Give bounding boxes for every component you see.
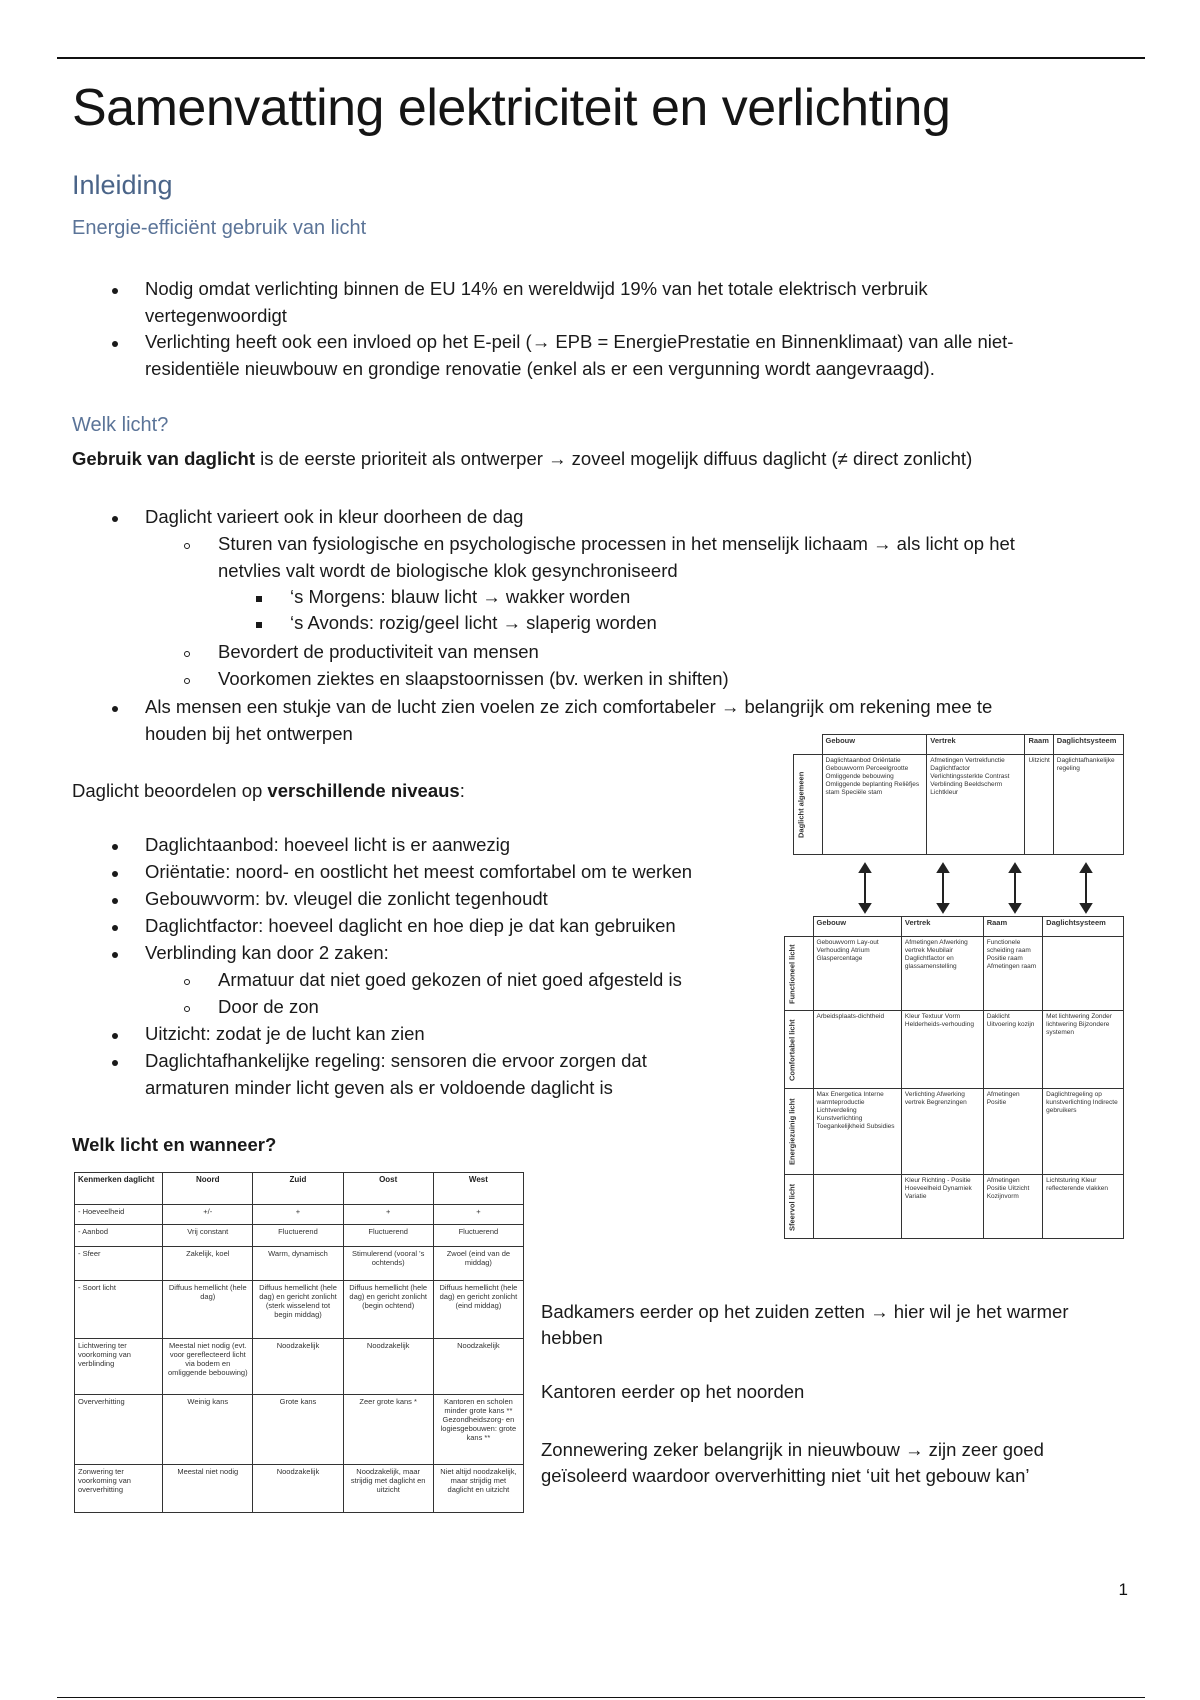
niveaus-intro [72,778,465,804]
side-paragraph-zonnewering-cont: geïsoleerd waardoor oververhitting niet ‘uit het gebouw kan’ [541,1465,1030,1486]
diagram-header: Gebouw [813,917,901,937]
table-cell: Diffuus hemellicht (hele dag) [163,1281,253,1339]
diagram-header: Gebouw [822,735,927,755]
table-cell: - Soort licht [75,1281,163,1339]
bullet-dot [112,952,118,958]
table-cell: Noodzakelijk, maar strijdig met daglicht en uitzicht [343,1465,433,1513]
niveau-item: Daglichtaanbod: hoeveel licht is er aanwezig [145,834,511,855]
diagram-row [785,1175,1124,1239]
niveau-item: Oriëntatie: noord- en oostlicht het meest comfortabel om te werken [145,861,693,882]
table-row [75,1225,524,1247]
table-cell: +/- [163,1205,253,1225]
niveau-item: Gebouwvorm: bv. vleugel die zonlicht tegenhoudt [145,888,548,909]
table-cell: Noodzakelijk [253,1465,343,1513]
table-cell: Niet altijd noodzakelijk, maar strijdig met daglicht en uitzicht [433,1465,523,1513]
daglicht-rest: is de eerste prioriteit als ontwerper → zoveel mogelijk diffuus daglicht (≠ direct zonlicht) [255,448,973,469]
diagram-cell: Lichtsturing Kleur reflecterende vlakken [1043,1175,1124,1239]
table-cell: Lichtwering ter voorkoming van verblinding [75,1339,163,1395]
heading-welk-licht-wanneer: Welk licht en wanneer? [72,1134,277,1155]
niveau-item: Daglichtfactor: hoeveel daglicht en hoe diep je dat kan gebruiken [145,915,676,936]
page-number: 1 [1118,1580,1128,1599]
diagram-row-label: Sfeervol licht [785,1175,814,1239]
list-subitem-ziektes: Voorkomen ziektes en slaapstoornissen (bv. werken in shiften) [218,668,729,689]
table-cell: Warm, dynamisch [253,1247,343,1281]
page-title: Samenvatting elektriciteit en verlichting [72,79,951,137]
bullet-dot [112,844,118,850]
niveau-item: Verblinding kan door 2 zaken: [145,942,389,963]
diagram-cell: Arbeidsplaats-dichtheid [813,1011,901,1089]
diagram-header: Vertrek [901,917,983,937]
circle-bullet [184,678,190,684]
table-row [75,1395,524,1465]
square-bullet [256,622,262,628]
niveau-item: Uitzicht: zodat je de lucht kan zien [145,1023,425,1044]
side-paragraph-zonnewering: Zonnewering zeker belangrijk in nieuwbouw → zijn zeer goed [541,1439,1044,1460]
heading-energie: Energie-efficiënt gebruik van licht [72,217,367,239]
intro-bullet-2-cont: residentiële nieuwbouw en grondige renovatie (enkel als er een vergunning wordt aangevraagd). [145,358,935,379]
bullet-dot [112,1033,118,1039]
diagram-cell: Afmetingen Positie Uitzicht Kozijnvorm [983,1175,1042,1239]
list-item-lucht-cont: houden bij het ontwerpen [145,723,353,744]
diagram-cell [1043,937,1124,1011]
diagram-row [785,1011,1124,1089]
diagram-cell: Gebouwvorm Lay-out Verhouding Atrium Glaspercentage [813,937,901,1011]
niveau-subitem: Door de zon [218,996,319,1017]
table-row [75,1465,524,1513]
table-row [75,1339,524,1395]
table-cell: Diffuus hemellicht (hele dag) en gericht zonlicht (begin ochtend) [343,1281,433,1339]
table-row [75,1281,524,1339]
diagram-header: Raam [1025,735,1053,755]
circle-bullet [184,651,190,657]
diagram-header: Vertrek [927,735,1025,755]
table-cell: Weinig kans [163,1395,253,1465]
diagram-header: Daglichtsysteem [1043,917,1124,937]
list-subitem-productiviteit: Bevordert de productiviteit van mensen [218,641,539,662]
bullet-dot [112,516,118,522]
daglicht-diagram-top [793,734,1124,855]
diagram-cell: Daglichtafhankelijke regeling [1053,755,1123,855]
bullet-dot [112,871,118,877]
intro-bullet-2: Verlichting heeft ook een invloed op het E-peil (→ EPB = EnergiePrestatie en Binnenklimaat) van alle niet- [145,331,1014,352]
top-rule [57,57,1145,59]
table-cell: Vrij constant [163,1225,253,1247]
table-cell: - Sfeer [75,1247,163,1281]
table-cell: Noodzakelijk [253,1339,343,1395]
bullet-dot [112,898,118,904]
table-cell: + [433,1205,523,1225]
table-cell: Diffuus hemellicht (hele dag) en gericht zonlicht (eind middag) [433,1281,523,1339]
heading-welk-licht: Welk licht? [72,414,169,436]
bullet-dot [112,925,118,931]
table-cell: Kantoren en scholen minder grote kans ** Gezondheidszorg- en logiesgebouwen: grote kans ** [433,1395,523,1465]
table-header: Noord [163,1173,253,1205]
table-cell: Noodzakelijk [433,1339,523,1395]
diagram-cell: Max Energetica Interne warmteproductie Lichtverdeling Kunstverlichting Toegankelijkheid Subsidies [813,1089,901,1175]
circle-bullet [184,1006,190,1012]
table-cell: Diffuus hemellicht (hele dag) en gericht zonlicht (sterk wisselend tot begin middag) [253,1281,343,1339]
diagram-row-label: Functioneel licht [785,937,814,1011]
daglicht-sentence [72,446,972,472]
table-cell: Stimulerend (vooral 's ochtends) [343,1247,433,1281]
square-bullet [256,596,262,602]
list-item-kleur: Daglicht varieert ook in kleur doorheen de dag [145,506,524,527]
daglicht-bold: Gebruik van daglicht [72,448,255,469]
table-header: Oost [343,1173,433,1205]
diagram-cell: Afmetingen Afwerking vertrek Meubilair Daglichtfactor en glassamenstelling [901,937,983,1011]
table-cell: Meestal niet nodig (evt. voor gereflecteerd licht via bodem en omliggende bebouwing) [163,1339,253,1395]
niveau-item-cont: armaturen minder licht geven als er voldoende daglicht is [145,1077,613,1098]
table-cell: - Aanbod [75,1225,163,1247]
diagram-cell: Daglichtaanbod Oriëntatie Gebouwvorm Perceelgrootte Omliggende bebouwing Omliggende beplanting Reliëfjes stam Speciële stam [822,755,927,855]
niveaus-post: : [459,780,465,801]
diagram-cell: Daglichtregeling op kunstverlichting Indirecte gebruikers [1043,1089,1124,1175]
table-cell: Fluctuerend [433,1225,523,1247]
diagram-cell: Uitzicht [1025,755,1053,855]
table-cell: Zeer grote kans * [343,1395,433,1465]
table-cell: + [253,1205,343,1225]
table-row [75,1247,524,1281]
list-subsub-morgens: ‘s Morgens: blauw licht → wakker worden [290,586,631,607]
diagram-cell: Kleur Textuur Vorm Helderheids-verhouding [901,1011,983,1089]
diagram-cell: Daklicht Uitvoering kozijn [983,1011,1042,1089]
niveau-subitem: Armatuur dat niet goed gekozen of niet goed afgesteld is [218,969,682,990]
heading-inleiding: Inleiding [72,170,173,200]
niveaus-pre: Daglicht beoordelen op [72,780,268,801]
niveau-item: Daglichtafhankelijke regeling: sensoren die ervoor zorgen dat [145,1050,647,1071]
list-subitem-fysiologisch-cont: netvlies valt wordt de biologische klok gesynchroniseerd [218,560,678,581]
diagram-cell: Verlichting Afwerking vertrek Begrenzingen [901,1089,983,1175]
daglicht-diagram-bottom [784,916,1124,1239]
intro-bullet-1-cont: vertegenwoordigt [145,305,287,326]
table-cell: Fluctuerend [343,1225,433,1247]
intro-bullet-1: Nodig omdat verlichting binnen de EU 14% en wereldwijd 19% van het totale elektrisch verbruik [145,278,928,299]
side-paragraph-badkamers-cont: hebben [541,1327,603,1348]
table-header: Zuid [253,1173,343,1205]
table-cell: + [343,1205,433,1225]
bullet-dot [112,1060,118,1066]
table-cell: Oververhitting [75,1395,163,1465]
table-cell: Grote kans [253,1395,343,1465]
table-cell: Zakelijk, koel [163,1247,253,1281]
bullet-dot [112,288,118,294]
diagram-header: Daglichtsysteem [1053,735,1123,755]
diagram-cell: Met lichtwering Zonder lichtwering Bijzondere systemen [1043,1011,1124,1089]
bullet-dot [112,706,118,712]
table-header: West [433,1173,523,1205]
table-cell: - Hoeveelheid [75,1205,163,1225]
diagram-cell: Afmetingen Positie [983,1089,1042,1175]
table-cell: Meestal niet nodig [163,1465,253,1513]
orientation-table [74,1172,524,1513]
table-cell: Fluctuerend [253,1225,343,1247]
table-cell: Noodzakelijk [343,1339,433,1395]
list-subsub-avonds: ‘s Avonds: rozig/geel licht → slaperig worden [290,612,657,633]
diagram-cell [813,1175,901,1239]
bullet-dot [112,341,118,347]
diagram-row-label: Daglicht algemeen [794,755,823,855]
table-row [75,1205,524,1225]
diagram-arrows [793,862,1133,914]
diagram-row [785,937,1124,1011]
list-subitem-fysiologisch: Sturen van fysiologische en psychologische processen in het menselijk lichaam → als licht op het [218,533,1015,554]
diagram-cell: Afmetingen Vertrekfunctie Daglichtfactor Verlichtingssterkte Contrast Verblinding Beeldscherm Lichtkleur [927,755,1025,855]
table-cell: Zwoel (eind van de middag) [433,1247,523,1281]
diagram-row [785,1089,1124,1175]
side-paragraph-badkamers: Badkamers eerder op het zuiden zetten → hier wil je het warmer [541,1301,1069,1322]
circle-bullet [184,979,190,985]
circle-bullet [184,543,190,549]
list-item-lucht: Als mensen een stukje van de lucht zien voelen ze zich comfortabeler → belangrijk om rekening mee te [145,696,993,717]
diagram-row-label: Comfortabel licht [785,1011,814,1089]
diagram-cell: Functionele scheiding raam Positie raam Afmetingen raam [983,937,1042,1011]
diagram-row-label: Energiezuinig licht [785,1089,814,1175]
table-header: Kenmerken daglicht [75,1173,163,1205]
diagram-cell: Kleur Richting - Positie Hoeveelheid Dynamiek Variatie [901,1175,983,1239]
niveaus-bold: verschillende niveaus [267,780,460,801]
diagram-header: Raam [983,917,1042,937]
bottom-rule [57,1697,1145,1698]
table-cell: Zonwering ter voorkoming van oververhitting [75,1465,163,1513]
side-paragraph-kantoren: Kantoren eerder op het noorden [541,1381,805,1402]
